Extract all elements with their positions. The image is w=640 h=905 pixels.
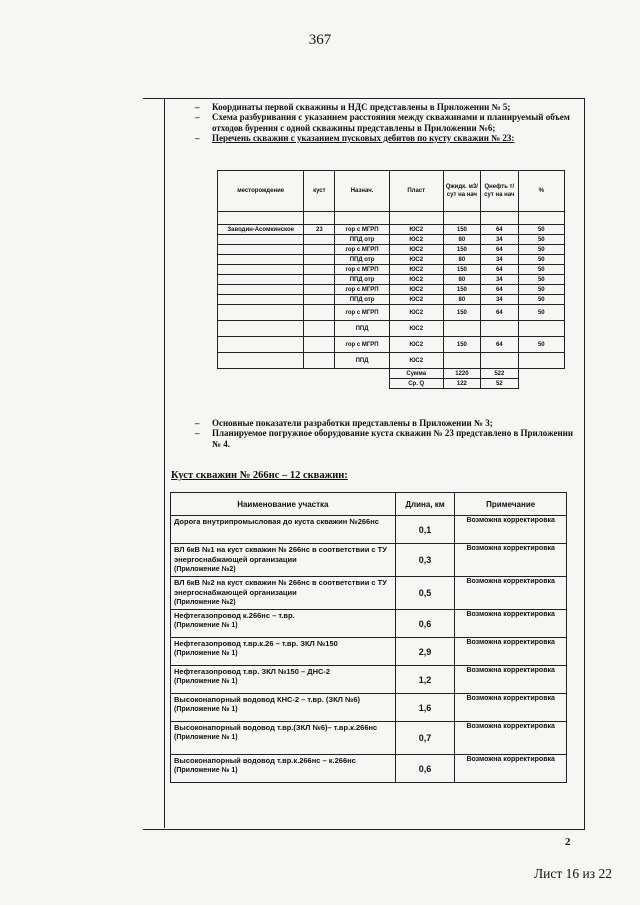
cell-qliquid: 80 [443,235,480,245]
cell-purpose: гор с МГРП [335,337,389,353]
cell-total-qoil: 522 [481,369,519,379]
cell-percent: 50 [518,275,564,285]
cell-qoil: 64 [481,265,519,275]
cell-empty [518,379,564,389]
page-number: 367 [308,32,332,48]
table-row [171,694,567,722]
cell-percent: 50 [518,245,564,255]
cell-layer: ЮС2 [389,321,443,337]
cell-bush [304,295,335,305]
cell-qoil: 34 [481,275,519,285]
cell-purpose: ППД [335,353,389,369]
table-row [218,255,565,265]
cell-percent: 50 [518,265,564,275]
cell-qoil: 64 [481,337,519,353]
table-row [218,275,565,285]
cell-total-label: Ср. Q [389,379,443,389]
avg-row [218,379,565,389]
table-row [218,295,565,305]
cell-note: Возможна корректировка [455,638,567,666]
col-note: Примечание [455,493,567,516]
cell-segment-name [171,755,396,783]
cell-length: 0,6 [395,755,455,783]
cell-percent [518,321,564,337]
col-bush: куст [304,171,335,212]
cell-qliquid: 80 [443,255,480,265]
cell-note: Возможна корректировка [455,516,567,544]
cell-qoil: 64 [481,305,519,321]
cell-layer: ЮС2 [389,305,443,321]
bullet-well-list-text: Перечень скважин с указанием пусковых дебитов по кусту скважин № 23: [212,132,515,143]
cell-field [218,245,304,255]
cell-length: 0,5 [395,577,455,610]
bullet-equipment: – Планируемое погружное оборудование куста скважин № 23 представлено в Приложении № 4. [195,428,580,449]
well-table-header [218,171,565,212]
cell-percent: 50 [518,225,564,235]
cell-percent: 50 [518,255,564,265]
table-row [218,305,565,321]
cell-percent: 50 [518,235,564,245]
segment-ref: (Приложение № 1) [174,650,238,657]
cell-length: 1,6 [395,694,455,722]
table-row [171,722,567,755]
cell-layer: ЮС2 [389,285,443,295]
cell-layer: ЮС2 [389,235,443,245]
cell-qliquid: 150 [443,225,480,235]
cell-qoil [481,321,519,337]
cell-note: Возможна корректировка [455,544,567,577]
bottom-page-number: 2 [565,836,571,848]
bullet-drilling-scheme: – Схема разбуривания с указанием расстояния между скважинами и планируемый объем отходов бурения с одной скважины представлены в Приложении №6; [195,112,580,133]
col-qliquid: Qжидк. м3/сут на нач [443,171,480,212]
col-field: месторождение [218,171,304,212]
segment-name: Нефтегазопровод т.вр. ЗКЛ №150 – ДНС-2 [174,667,331,676]
bullet-well-list [195,133,580,143]
cell-field [218,295,304,305]
cell-empty [518,369,564,379]
segment-ref: (Приложение № 1) [174,734,238,741]
cell-empty [218,369,304,379]
segment-name: ВЛ 6кВ №1 на куст скважин № 266нс в соответствии с ТУ энергоснабжающей организации [174,545,387,564]
bullet-list-top [195,102,580,143]
cell-purpose: гор с МГРП [335,265,389,275]
bullet-development-indicators: – Основные показатели разработки представлены в Приложении № 3; [195,418,580,428]
cell-qliquid [443,321,480,337]
cell-bush [304,245,335,255]
cell-bush: 23 [304,225,335,235]
cell-total-qliquid: 1220 [443,369,480,379]
cell-qliquid: 150 [443,337,480,353]
cell-note: Возможна корректировка [455,577,567,610]
table-row [218,265,565,275]
cell-field [218,305,304,321]
cell-qliquid: 80 [443,295,480,305]
cell-qoil: 34 [481,255,519,265]
cell-segment-name [171,610,396,638]
segments-table-body [171,516,567,783]
table-row [218,337,565,353]
cell-note: Возможна корректировка [455,755,567,783]
cell-qliquid: 150 [443,245,480,255]
table-row [171,666,567,694]
cell-qoil: 64 [481,285,519,295]
cell-segment-name [171,638,396,666]
cell-qoil: 64 [481,225,519,235]
segment-name: Нефтегазопровод т.вр.к.26 – т.вр. ЗКЛ №150 [174,639,338,648]
section-heading: Куст скважин № 266нс – 12 скважин: [171,470,348,481]
cell-note: Возможна корректировка [455,610,567,638]
cell-purpose: ППД отр [335,235,389,245]
cell-qoil [481,353,519,369]
table-row [218,321,565,337]
cell-purpose: ППД отр [335,295,389,305]
cell-segment-name [171,722,396,755]
cell-layer: ЮС2 [389,265,443,275]
cell-purpose: ППД отр [335,255,389,265]
cell-note: Возможна корректировка [455,722,567,755]
col-length: Длина, км [395,493,455,516]
cell-qoil: 34 [481,295,519,305]
table-row [171,544,567,577]
cell-qoil: 34 [481,235,519,245]
col-layer: Пласт [389,171,443,212]
cell-length: 0,7 [395,722,455,755]
cell-total-qliquid: 122 [443,379,480,389]
table-row [218,353,565,369]
cell-field [218,235,304,245]
cell-purpose: ППД отр [335,275,389,285]
cell-total-label: Сумма [389,369,443,379]
cell-purpose: гор с МГРП [335,305,389,321]
cell-bush [304,285,335,295]
segment-ref: (Приложение № 1) [174,767,238,774]
col-percent: % [518,171,564,212]
cell-percent [518,353,564,369]
cell-percent: 50 [518,295,564,305]
cell-empty [304,379,335,389]
segment-ref: (Приложение № 1) [174,678,238,685]
sheet-label: Лист 16 из 22 [534,866,612,881]
cell-bush [304,337,335,353]
cell-segment-name [171,666,396,694]
bullet-coordinates: – Координаты первой скважины и НДС представлены в Приложении № 5; [195,102,580,112]
segment-name: Дорога внутрипромысловая до куста скважин №266нс [174,517,379,526]
table-row [171,577,567,610]
cell-empty [218,379,304,389]
cell-layer: ЮС2 [389,255,443,265]
table-row [171,610,567,638]
cell-empty [304,369,335,379]
cell-empty [335,369,389,379]
segment-name: ВЛ 6кВ №2 на куст скважин № 266нс в соответствии с ТУ энергоснабжающей организации [174,578,387,597]
cell-segment-name [171,577,396,610]
cell-purpose: гор с МГРП [335,245,389,255]
segment-name: Высоконапорный водовод т.вр.к.266нс – к.266нс [174,756,356,765]
col-qoil: Qнефть т/сут на нач [481,171,519,212]
cell-purpose: ППД [335,321,389,337]
segment-ref: (Приложение №2) [174,566,236,573]
cell-field [218,285,304,295]
well-table-body [218,212,565,389]
cell-layer: ЮС2 [389,295,443,305]
segment-ref: (Приложение № 1) [174,706,238,713]
table-row [218,245,565,255]
table-row [218,235,565,245]
cell-purpose: гор с МГРП [335,225,389,235]
cell-percent: 50 [518,285,564,295]
cell-segment-name [171,694,396,722]
segment-name: Высоконапорный водовод т.вр.(ЗКЛ №6)– т.вр.к.266нс [174,723,378,732]
cell-field [218,255,304,265]
cell-qliquid: 150 [443,265,480,275]
cell-field [218,265,304,275]
table-row [171,516,567,544]
cell-length: 0,3 [395,544,455,577]
sum-row [218,369,565,379]
cell-qoil: 64 [481,245,519,255]
cell-layer: ЮС2 [389,353,443,369]
segments-table-header [171,493,567,516]
cell-layer: ЮС2 [389,275,443,285]
cell-empty [335,379,389,389]
segment-name: Нефтегазопровод к.266нс – т.вр. [174,611,295,620]
cell-percent: 50 [518,337,564,353]
cell-layer: ЮС2 [389,337,443,353]
table-row [171,638,567,666]
cell-length: 1,2 [395,666,455,694]
cell-bush [304,305,335,321]
cell-note: Возможна корректировка [455,694,567,722]
table-row [218,285,565,295]
cell-bush [304,321,335,337]
cell-layer: ЮС2 [389,245,443,255]
cell-length: 0,6 [395,610,455,638]
cell-qliquid: 80 [443,275,480,285]
bullet-list-bottom [195,418,580,449]
cell-total-qoil: 52 [481,379,519,389]
frame-margin-line [164,98,165,828]
cell-field: Заводин-Асомкинское [218,225,304,235]
cell-qliquid: 150 [443,285,480,295]
cell-bush [304,265,335,275]
cell-note: Возможна корректировка [455,666,567,694]
segment-ref: (Приложение №2) [174,599,236,606]
segment-name: Высоконапорный водовод КНС-2 – т.вр. (ЗКЛ №6) [174,695,361,704]
cell-bush [304,235,335,245]
well-table [217,170,565,389]
cell-length: 2,9 [395,638,455,666]
cell-bush [304,255,335,265]
cell-percent: 50 [518,305,564,321]
cell-segment-name [171,516,396,544]
col-segment-name: Наименование участка [171,493,396,516]
table-row [218,225,565,235]
cell-purpose: гор с МГРП [335,285,389,295]
cell-field [218,275,304,285]
segment-ref: (Приложение № 1) [174,622,238,629]
cell-field [218,353,304,369]
table-row [171,755,567,783]
cell-length: 0,1 [395,516,455,544]
cell-segment-name [171,544,396,577]
cell-bush [304,353,335,369]
cell-field [218,337,304,353]
table-row [218,212,565,225]
cell-qliquid [443,353,480,369]
segments-table [170,492,567,783]
col-purpose: Назнач. [335,171,389,212]
cell-bush [304,275,335,285]
cell-qliquid: 150 [443,305,480,321]
cell-field [218,321,304,337]
cell-layer: ЮС2 [389,225,443,235]
